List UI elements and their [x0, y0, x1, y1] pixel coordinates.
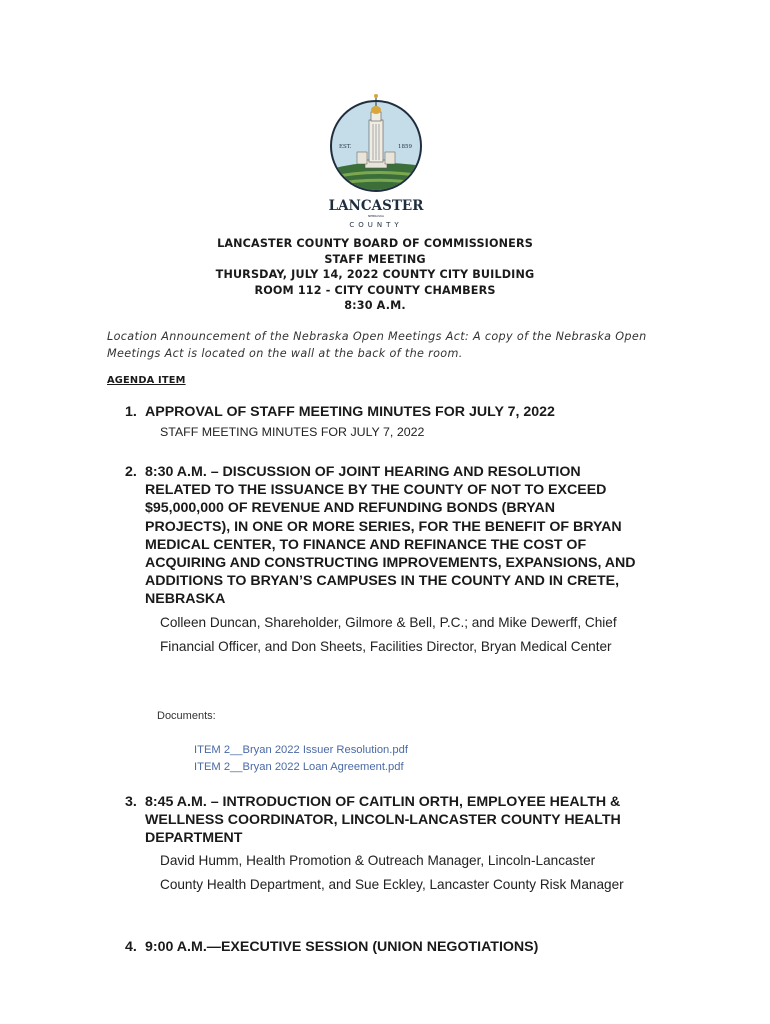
- item-title: 8:30 A.M. – DISCUSSION OF JOINT HEARING AND RESOLUTION RELATED TO THE ISSUANCE BY THE COUNTY OF NOT TO EXCEED $95,000,000 OF REVENUE AND REFUNDING BONDS (BRYAN PROJECTS), IN ONE OR MORE SERIES, FOR THE BENEFIT OF BRYAN MEDICAL CENTER, TO FINANCE AND REFINANCE THE COST OF ACQUIRING AND CONSTRUCTING IMPROVEMENTS, EXPANSIONS, AND ADDITIONS TO BRYAN’S CAMPUSES IN THE COUNTY AND IN CRETE, NEBRASKA: [145, 464, 636, 608]
- logo-name-text: LANCASTER: [328, 198, 424, 214]
- logo-year-text: 1859: [398, 144, 412, 150]
- county-logo: [325, 88, 427, 230]
- header-line-room: ROOM 112 - CITY COUNTY CHAMBERS: [254, 283, 496, 297]
- item-presenters: Colleen Duncan, Shareholder, Gilmore & Bell, P.C.; and Mike Dewerff, Chief Financial Officer, and Don Sheets, Facilities Director, Bryan Medical Center: [160, 615, 617, 654]
- header-line-time: 8:30 A.M.: [344, 299, 406, 312]
- meeting-header: [0, 236, 750, 314]
- header-line-board: LANCASTER COUNTY BOARD OF COMMISSIONERS: [217, 237, 533, 250]
- logo-small-text: NEBRASKA: [367, 214, 385, 218]
- agenda-item-4: [125, 938, 665, 960]
- documents-label: Documents:: [157, 710, 216, 722]
- logo-est-text: EST.: [339, 144, 352, 150]
- document-link-loan-agreement[interactable]: ITEM 2__Bryan 2022 Loan Agreement.pdf: [194, 761, 404, 773]
- county-seal-graphic: [325, 88, 427, 230]
- agenda-item-label: AGENDA ITEM: [107, 375, 186, 386]
- item-title: 8:45 A.M. – INTRODUCTION OF CAITLIN ORTH, EMPLOYEE HEALTH & WELLNESS COORDINATOR, LINCOLN-LANCASTER COUNTY HEALTH DEPARTMENT: [145, 794, 621, 847]
- item-number: 4.: [125, 939, 137, 955]
- agenda-item-3: [125, 793, 665, 923]
- document-link-issuer-resolution[interactable]: ITEM 2__Bryan 2022 Issuer Resolution.pdf: [194, 744, 408, 756]
- logo-sub-text: COUNTY: [349, 221, 403, 229]
- open-meetings-notice: Location Announcement of the Nebraska Open Meetings Act: A copy of the Nebraska Open Meetings Act is located on the wall at the back of the room.: [107, 330, 647, 360]
- header-line-date: THURSDAY, JULY 14, 2022 COUNTY CITY BUILDING: [215, 268, 535, 281]
- item-title: 9:00 A.M.—EXECUTIVE SESSION (UNION NEGOTIATIONS): [145, 939, 539, 955]
- item-presenters: David Humm, Health Promotion & Outreach Manager, Lincoln-Lancaster County Health Department, and Sue Eckley, Lancaster County Risk Manager: [160, 853, 624, 892]
- item-title: APPROVAL OF STAFF MEETING MINUTES FOR JULY 7, 2022: [145, 404, 555, 420]
- item-number: 2.: [125, 464, 137, 480]
- item-detail: STAFF MEETING MINUTES FOR JULY 7, 2022: [160, 425, 425, 439]
- item-number: 1.: [125, 404, 137, 420]
- agenda-item-1: [125, 403, 665, 443]
- header-line-meeting: STAFF MEETING: [324, 252, 426, 266]
- item-number: 3.: [125, 794, 137, 810]
